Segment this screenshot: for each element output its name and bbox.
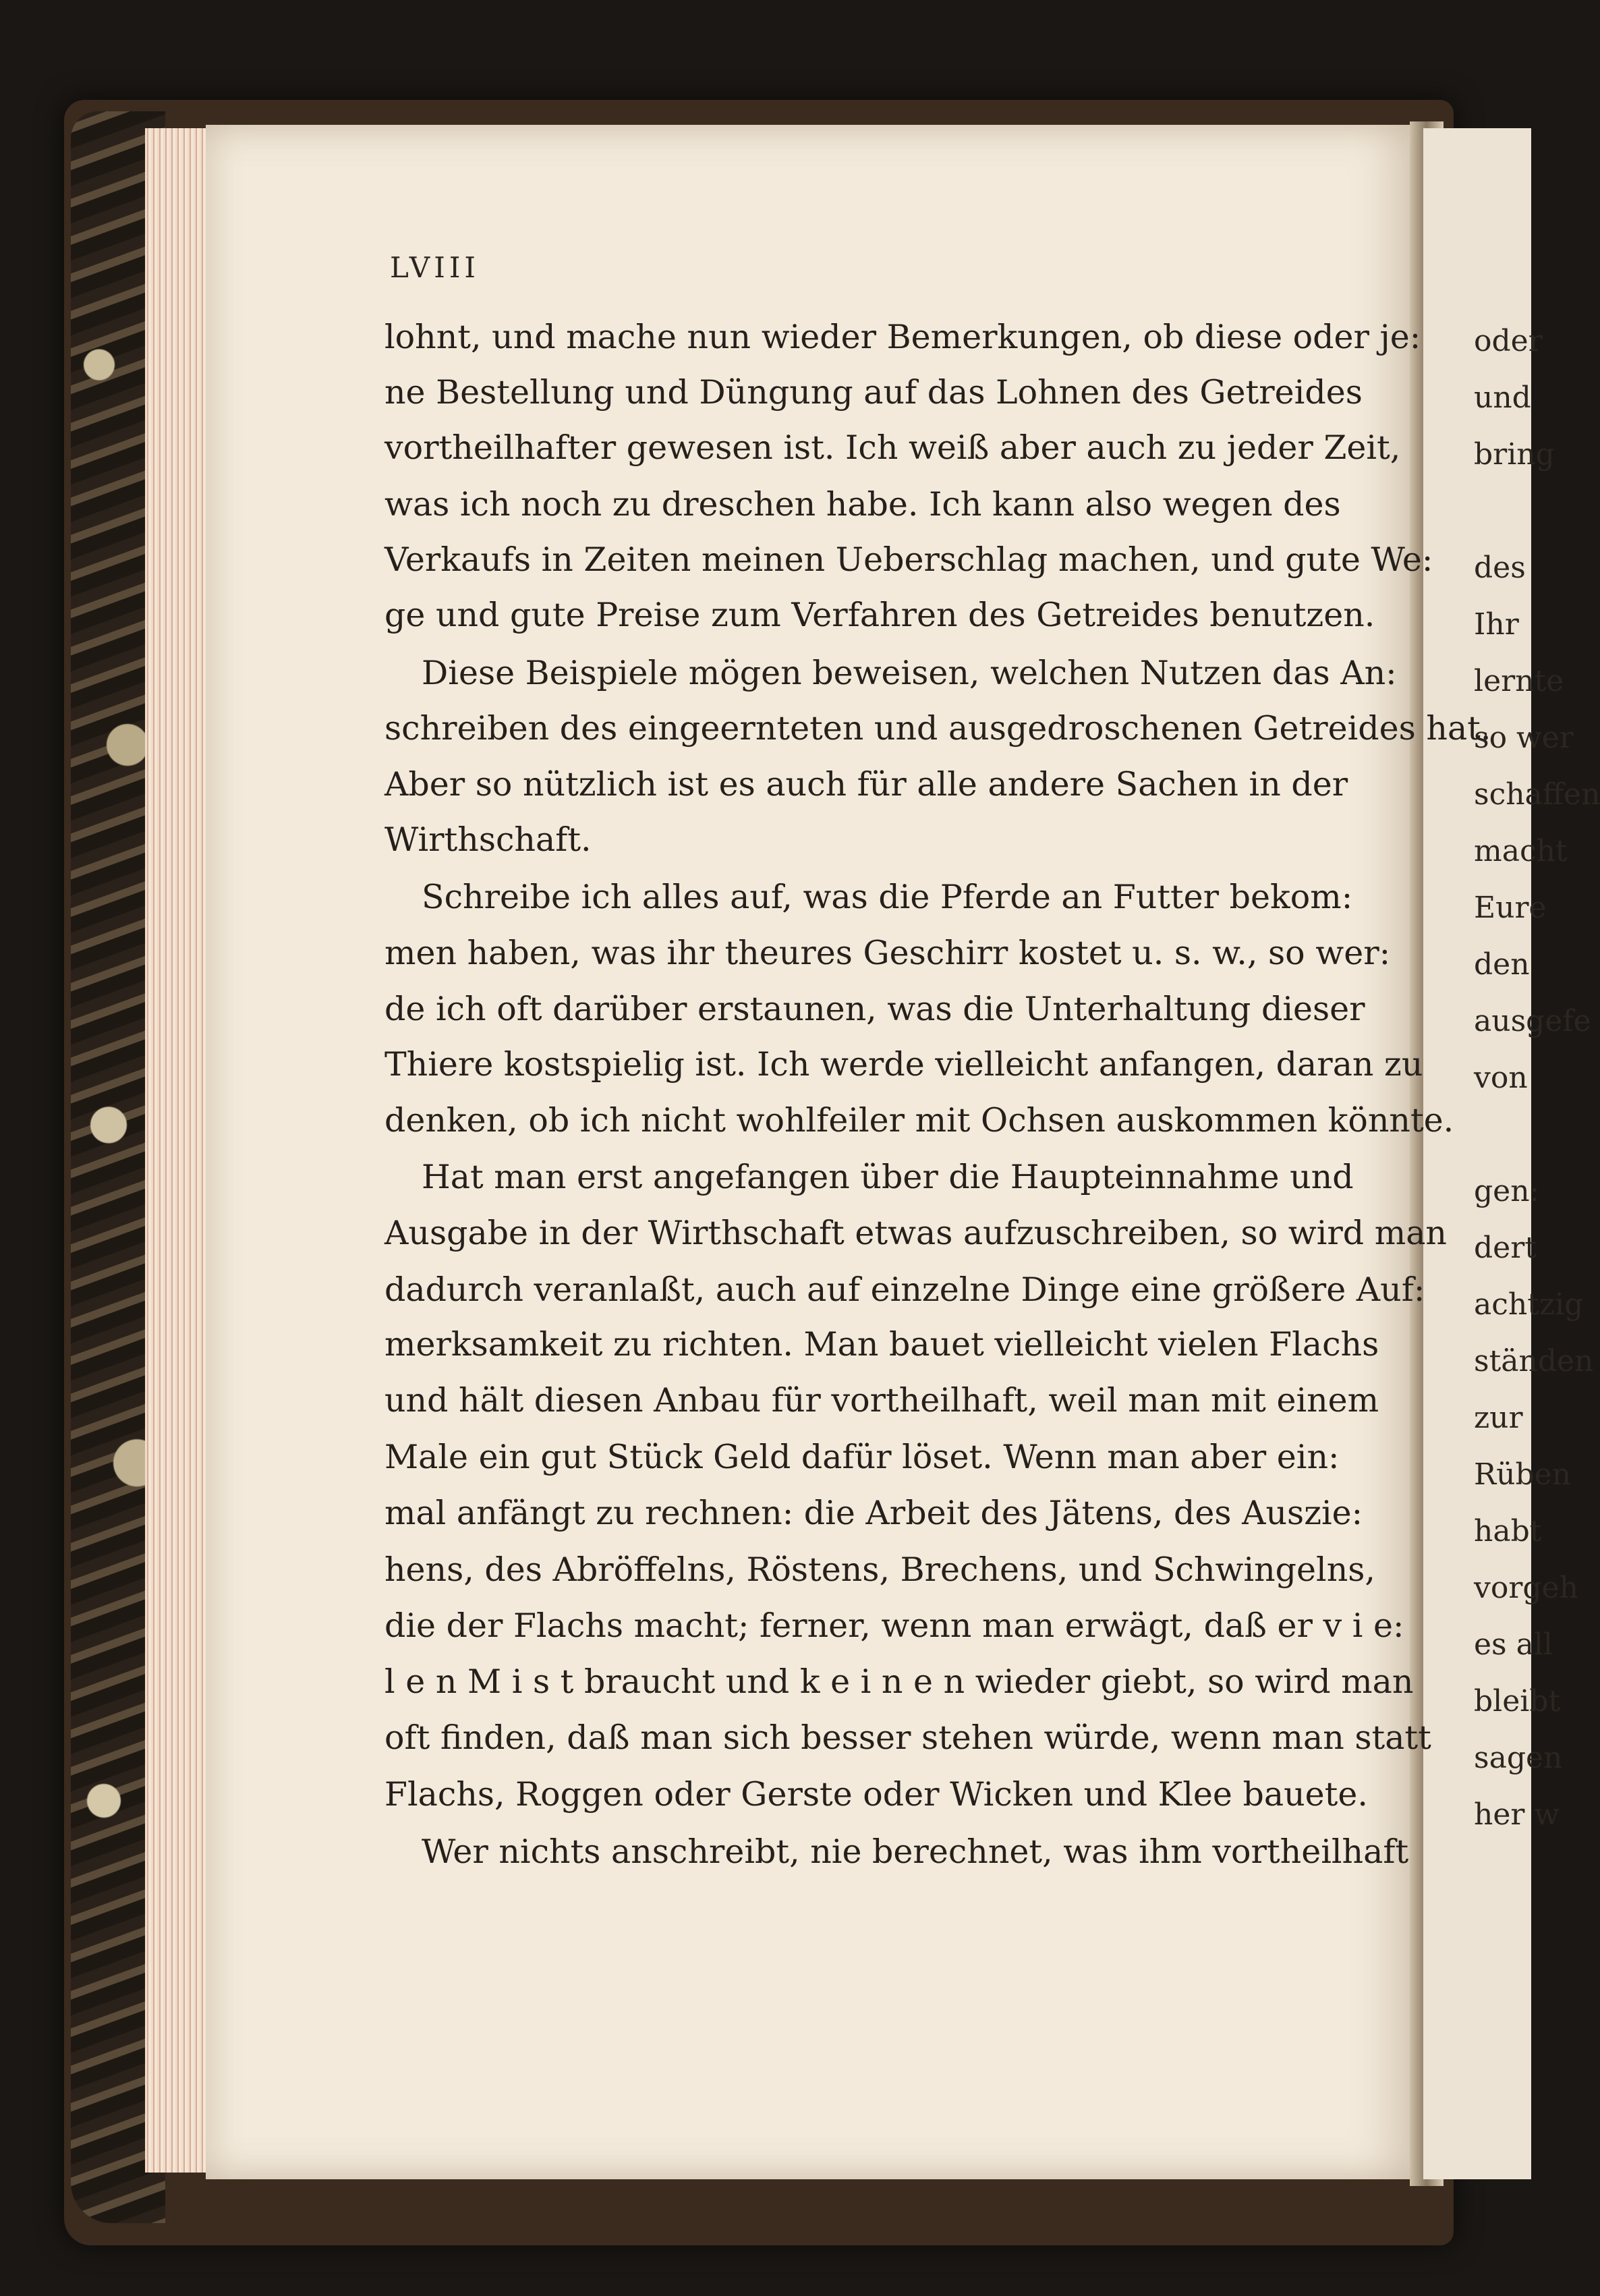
text-line: hens, des Abröffelns, Röstens, Brechens, und Schwingelns,: [384, 1550, 1375, 1589]
facing-text-fragment: ständen: [1474, 1344, 1594, 1378]
text-line: l e n M i s t braucht und k e i n e n wieder giebt, so wird man: [384, 1662, 1414, 1701]
facing-text-fragment: her w: [1474, 1797, 1560, 1832]
text-line: mal anfängt zu rechnen: die Arbeit des Jätens, des Auszie:: [384, 1494, 1363, 1532]
facing-text-fragment: oder: [1474, 324, 1543, 358]
text-line: de ich oft darüber erstaunen, was die Unterhaltung dieser: [384, 990, 1365, 1028]
text-line: dadurch veranlaßt, auch auf einzelne Dinge eine größere Auf:: [384, 1270, 1425, 1309]
facing-text-fragment: Eure: [1474, 891, 1547, 925]
facing-text-fragment: des: [1474, 551, 1526, 585]
text-line: und hält diesen Anbau für vortheilhaft, weil man mit einem: [384, 1381, 1379, 1420]
facing-text-fragment: bring: [1474, 437, 1555, 472]
text-line: die der Flachs macht; ferner, wenn man erwägt, daß er v i e:: [384, 1606, 1404, 1645]
text-line: schreiben des eingeernteten und ausgedroschenen Getreides hat.: [384, 709, 1491, 748]
text-line: was ich noch zu dreschen habe. Ich kann also wegen des: [384, 485, 1341, 524]
page-number: LVIII: [390, 251, 480, 284]
text-line: men haben, was ihr theures Geschirr kostet u. s. w., so wer:: [384, 934, 1391, 972]
facing-text-fragment: ausgefe: [1474, 1004, 1591, 1038]
text-line: ne Bestellung und Düngung auf das Lohnen des Getreides: [384, 373, 1363, 412]
text-line: Flachs, Roggen oder Gerste oder Wicken und Klee bauete.: [384, 1775, 1368, 1814]
facing-text-fragment: bleibt: [1474, 1684, 1561, 1718]
facing-page-fragment: [1423, 128, 1600, 2179]
text-line: denken, ob ich nicht wohlfeiler mit Ochsen auskommen könnte.: [384, 1101, 1454, 1140]
facing-text-fragment: habt: [1474, 1514, 1542, 1548]
text-line: oft finden, daß man sich besser stehen würde, wenn man statt: [384, 1718, 1431, 1757]
facing-text-fragment: zur: [1474, 1401, 1523, 1435]
facing-text-fragment: achtzig: [1474, 1287, 1584, 1322]
text-line: Hat man erst angefangen über die Haupteinnahme und: [422, 1158, 1354, 1196]
text-line: Male ein gut Stück Geld dafür löset. Wenn man aber ein:: [384, 1438, 1340, 1476]
facing-text-fragment: Rüben: [1474, 1457, 1572, 1492]
facing-text-fragment: sagen: [1474, 1741, 1563, 1775]
facing-text-fragment: macht: [1474, 834, 1568, 868]
text-line: Thiere kostspielig ist. Ich werde vielleicht anfangen, daran zu: [384, 1045, 1423, 1084]
facing-text-fragment: es all: [1474, 1627, 1553, 1662]
text-line: Schreibe ich alles auf, was die Pferde an Futter bekom:: [422, 878, 1353, 916]
facing-text-fragment: dert: [1474, 1231, 1537, 1265]
text-line: Verkaufs in Zeiten meinen Ueberschlag machen, und gute We:: [384, 540, 1433, 579]
facing-text-fragment: gen:: [1474, 1174, 1540, 1208]
facing-text-fragment: vorgeh: [1474, 1571, 1578, 1605]
text-line: lohnt, und mache nun wieder Bemerkungen, ob diese oder je:: [384, 318, 1421, 356]
facing-text-fragment: und: [1474, 381, 1531, 415]
text-line: Wirthschaft.: [384, 820, 592, 859]
text-line: Wer nichts anschreibt, nie berechnet, was ihm vortheilhaft: [422, 1832, 1409, 1871]
facing-text-fragment: den: [1474, 947, 1530, 982]
facing-text-fragment: lernte: [1474, 664, 1564, 698]
text-line: vortheilhafter gewesen ist. Ich weiß aber auch zu jeder Zeit,: [384, 428, 1401, 467]
text-line: ge und gute Preise zum Verfahren des Getreides benutzen.: [384, 596, 1375, 634]
facing-text-fragment: schaffen: [1474, 777, 1600, 812]
facing-text-fragment: von: [1474, 1061, 1528, 1095]
text-line: Ausgabe in der Wirthschaft etwas aufzuschreiben, so wird man: [384, 1214, 1447, 1252]
facing-text-fragment: Ihr: [1474, 607, 1519, 642]
text-line: Aber so nützlich ist es auch für alle andere Sachen in der: [384, 765, 1348, 804]
facing-text-fragment: so wer: [1474, 721, 1574, 755]
text-line: merksamkeit zu richten. Man bauet vielleicht vielen Flachs: [384, 1325, 1379, 1364]
text-line: Diese Beispiele mögen beweisen, welchen Nutzen das An:: [422, 654, 1397, 692]
